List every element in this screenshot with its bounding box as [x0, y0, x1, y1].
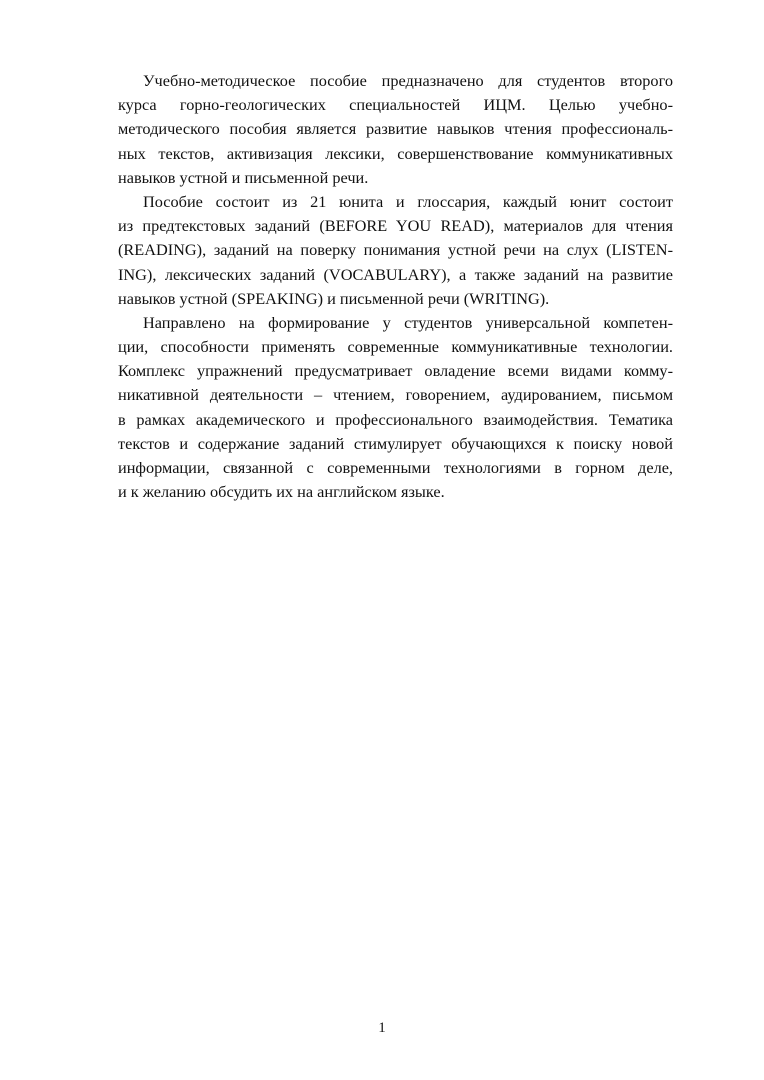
text-line: ных текстов, активизация лексики, совершенствование коммуникативных	[118, 143, 673, 163]
text-line: информации, связанной с современными технологиями в горном деле,	[118, 458, 673, 477]
text-line: в рамках академического и профессионального взаимодействия. Тематика	[118, 409, 673, 429]
text-line: методического пособия является развитие навыков чтения профессиональ-	[118, 119, 673, 139]
text-line: Комплекс упражнений предусматривает овладение всеми видами комму-	[118, 361, 673, 381]
text-line: курса горно-геологических специальностей ИЦМ. Целью учебно-	[118, 95, 673, 115]
paragraph-competence	[118, 311, 673, 505]
text-line: навыков устной и письменной речи.	[118, 167, 369, 187]
paragraph-structure	[118, 190, 673, 311]
text-line: Направлено на формирование у студентов универсальной компетен-	[143, 312, 673, 332]
text-line: Пособие состоит из 21 юнита и глоссария, каждый юнит состоит	[143, 191, 673, 211]
text-line: и к желанию обсудить их на английском языке.	[118, 482, 445, 502]
text-line: никативной деятельности – чтением, говорением, аудированием, письмом	[118, 385, 673, 405]
text-line: Учебно-методическое пособие предназначено для студентов второго	[143, 71, 673, 90]
text-line: ции, способности применять современные коммуникативные технологии.	[118, 337, 673, 357]
text-line: навыков устной (SPEAKING) и письменной речи (WRITING).	[118, 288, 550, 308]
text-line: ING), лексических заданий (VOCABULARY), а также заданий на развитие	[118, 264, 673, 284]
text-line: (READING), заданий на поверку понимания устной речи на слух (LISTEN-	[118, 240, 673, 260]
page-number: 1	[378, 1020, 386, 1036]
text-line: текстов и содержание заданий стимулирует обучающихся к поиску новой	[118, 433, 673, 453]
text-line: из предтекстовых заданий (BEFORE YOU READ), материалов для чтения	[118, 216, 673, 236]
paragraph-purpose	[118, 69, 673, 190]
body-text	[118, 69, 673, 504]
